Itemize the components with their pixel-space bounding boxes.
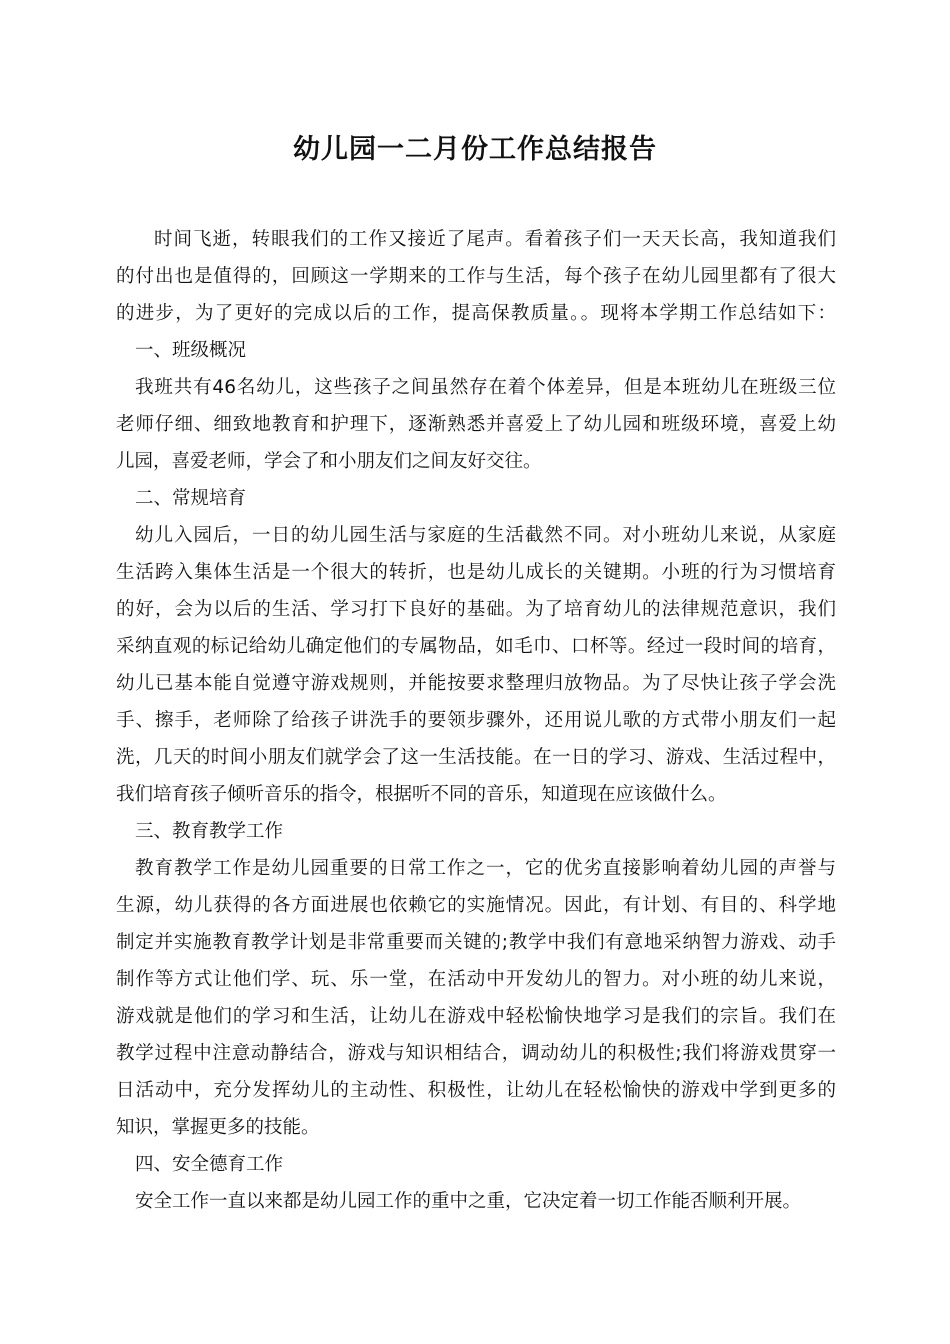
- paragraph-line: 洗，几天的时间小朋友们就学会了这一生活技能。在一日的学习、游戏、生活过程中，: [116, 747, 836, 768]
- paragraph-line: 生活跨入集体生活是一个很大的转折，也是幼儿成长的关键期。小班的行为习惯培育: [116, 562, 836, 583]
- paragraph-line: 安全工作一直以来都是幼儿园工作的重中之重，它决定着一切工作能否顺利开展。: [135, 1191, 802, 1212]
- paragraph-line: 生源，幼儿获得的各方面进展也依赖它的实施情况。因此，有计划、有目的、科学地: [116, 895, 836, 916]
- section-heading: 四、安全德育工作: [135, 1154, 284, 1175]
- paragraph-line: 日活动中，充分发挥幼儿的主动性、积极性，让幼儿在轻松愉快的游戏中学到更多的: [116, 1080, 836, 1101]
- paragraph-line: 知识，掌握更多的技能。: [116, 1117, 320, 1138]
- paragraph-line: 教学过程中注意动静结合，游戏与知识相结合，调动幼儿的积极性;我们将游戏贯穿一: [116, 1043, 836, 1064]
- document-body: [116, 221, 836, 1220]
- paragraph-line: 老师仔细、细致地教育和护理下，逐渐熟悉并喜爱上了幼儿园和班级环境，喜爱上幼: [116, 414, 836, 435]
- paragraph-line: 教育教学工作是幼儿园重要的日常工作之一，它的优劣直接影响着幼儿园的声誉与: [135, 858, 836, 879]
- document-title: 幼儿园一二月份工作总结报告: [293, 134, 657, 165]
- paragraph-line: 手、擦手，老师除了给孩子讲洗手的要领步骤外，还用说儿歌的方式带小朋友们一起: [116, 710, 836, 731]
- paragraph-line: 我班共有46名幼儿，这些孩子之间虽然存在着个体差异，但是本班幼儿在班级三位: [135, 377, 836, 398]
- paragraph-line: 幼儿已基本能自觉遵守游戏规则，并能按要求整理归放物品。为了尽快让孩子学会洗: [116, 673, 836, 694]
- paragraph-line: 制定并实施教育教学计划是非常重要而关键的;教学中我们有意地采纳智力游戏、动手: [116, 932, 836, 953]
- paragraph-line: 儿园，喜爱老师，学会了和小朋友们之间友好交往。: [116, 451, 542, 472]
- paragraph-line: 幼儿入园后，一日的幼儿园生活与家庭的生活截然不同。对小班幼儿来说，从家庭: [135, 525, 836, 546]
- intro-line: 的进步，为了更好的完成以后的工作，提高保教质量。。现将本学期工作总结如下：: [116, 303, 836, 324]
- paragraph-line: 我们培育孩子倾听音乐的指令，根据听不同的音乐，知道现在应该做什么。: [116, 784, 727, 805]
- intro-line: 时间飞逝，转眼我们的工作又接近了尾声。看着孩子们一天天长高，我知道我们: [154, 229, 836, 250]
- paragraph-line: 制作等方式让他们学、玩、乐一堂，在活动中开发幼儿的智力。对小班的幼儿来说，: [116, 969, 836, 990]
- section-heading: 一、班级概况: [135, 340, 247, 361]
- intro-line: 的付出也是值得的，回顾这一学期来的工作与生活，每个孩子在幼儿园里都有了很大: [116, 266, 836, 287]
- paragraph-line: 游戏就是他们的学习和生活，让幼儿在游戏中轻松愉快地学习是我们的宗旨。我们在: [116, 1006, 836, 1027]
- paragraph-line: 的好，会为以后的生活、学习打下良好的基础。为了培育幼儿的法律规范意识，我们: [116, 599, 836, 620]
- section-heading: 二、常规培育: [135, 488, 247, 509]
- section-heading: 三、教育教学工作: [135, 821, 284, 842]
- paragraph-line: 采纳直观的标记给幼儿确定他们的专属物品，如毛巾、口杯等。经过一段时间的培育，: [116, 636, 836, 657]
